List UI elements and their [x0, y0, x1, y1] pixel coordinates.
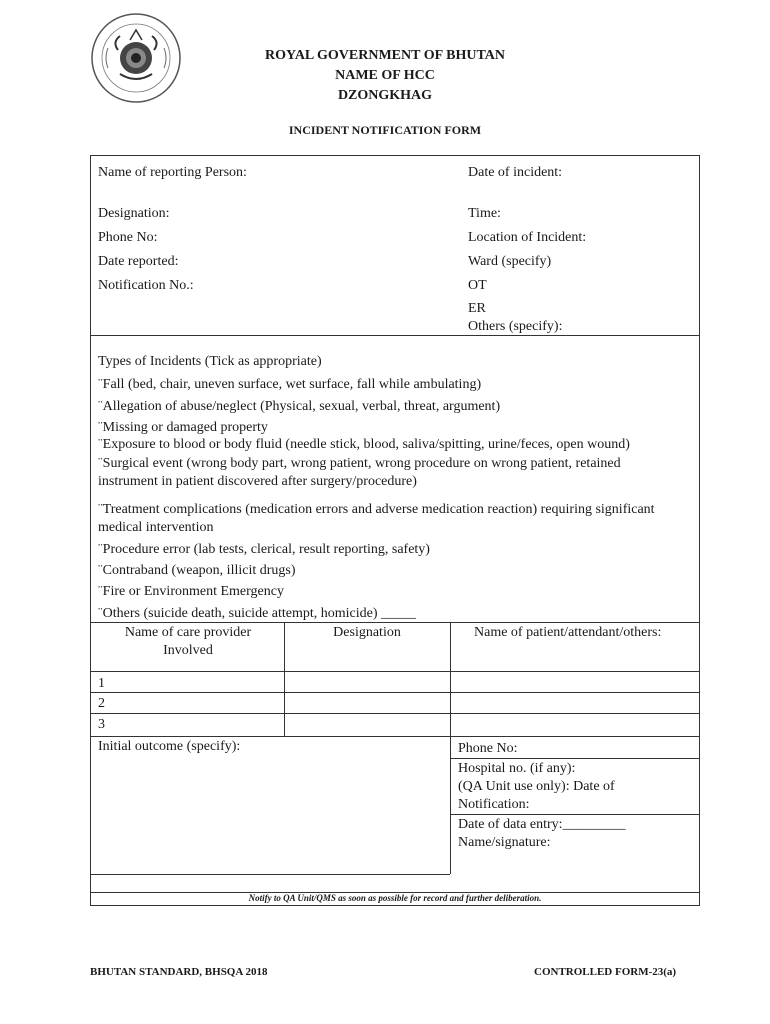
- outcome-divider: [450, 814, 700, 815]
- field-notification-no[interactable]: Notification No.:: [98, 278, 194, 293]
- incident-checkbox-fire[interactable]: ¨Fire or Environment Emergency: [98, 584, 284, 599]
- incident-checkbox-treatment[interactable]: ¨Treatment complications (medication errors and adverse medication reaction) requiring significant medical intervention: [98, 502, 655, 535]
- footer-standard: BHUTAN STANDARD, BHSQA 2018: [90, 966, 268, 978]
- footer-form-number: CONTROLLED FORM-23(a): [534, 966, 677, 978]
- table-row-number: 1: [98, 676, 105, 691]
- incident-checkbox-exposure[interactable]: ¨Exposure to blood or body fluid (needle stick, blood, saliva/spitting, urine/feces, open wound): [98, 437, 630, 452]
- field-reporting-person[interactable]: Name of reporting Person:: [98, 165, 247, 180]
- field-ot[interactable]: OT: [468, 278, 487, 293]
- table-row-border: [90, 671, 700, 672]
- field-outcome-phone[interactable]: Phone No:: [458, 741, 518, 756]
- table-col-divider-2: [450, 622, 451, 874]
- incident-checkbox-others[interactable]: ¨Others (suicide death, suicide attempt, homicide) _____: [98, 606, 417, 621]
- header-line-2: NAME OF HCC: [335, 68, 435, 83]
- field-date-reported[interactable]: Date reported:: [98, 254, 179, 269]
- incident-checkbox-property[interactable]: ¨Missing or damaged property: [98, 420, 268, 435]
- outcome-divider: [450, 758, 700, 759]
- header-line-3: DZONGKHAG: [337, 88, 433, 103]
- field-initial-outcome[interactable]: Initial outcome (specify):: [98, 739, 241, 754]
- table-row-number: 2: [98, 696, 105, 711]
- table-top-border: [90, 622, 700, 623]
- field-ward[interactable]: Ward (specify): [468, 254, 552, 269]
- notify-note: Notify to QA Unit/QMS as soon as possible for record and further deliberation.: [248, 893, 542, 903]
- table-row-number: 3: [98, 717, 105, 732]
- form-title: INCIDENT NOTIFICATION FORM: [288, 123, 482, 137]
- field-name-signature[interactable]: Name/signature:: [458, 835, 551, 850]
- incident-types-heading: Types of Incidents (Tick as appropriate): [98, 354, 322, 369]
- table-header-care-provider: Name of care provider Involved: [124, 625, 252, 658]
- incident-checkbox-contraband[interactable]: ¨Contraband (weapon, illicit drugs): [98, 563, 296, 578]
- table-header-designation: Designation: [333, 625, 401, 640]
- table-row-border: [90, 692, 700, 693]
- field-designation[interactable]: Designation:: [98, 206, 170, 221]
- field-er[interactable]: ER: [468, 301, 486, 316]
- header-line-1: ROYAL GOVERNMENT OF BHUTAN: [265, 48, 505, 63]
- table-bottom-border: [90, 736, 700, 737]
- incident-checkbox-abuse[interactable]: ¨Allegation of abuse/neglect (Physical, sexual, verbal, threat, argument): [98, 399, 501, 414]
- table-col-divider-1: [284, 622, 285, 736]
- table-header-patient: Name of patient/attendant/others:: [474, 625, 662, 640]
- field-phone[interactable]: Phone No:: [98, 230, 158, 245]
- field-hospital-no[interactable]: Hospital no. (if any):: [458, 761, 576, 776]
- incident-checkbox-procedure[interactable]: ¨Procedure error (lab tests, clerical, result reporting, safety): [98, 542, 430, 557]
- outcome-bottom-border: [90, 874, 450, 875]
- incident-checkbox-fall[interactable]: ¨Fall (bed, chair, uneven surface, wet surface, fall while ambulating): [98, 377, 482, 392]
- incident-checkbox-surgical[interactable]: ¨Surgical event (wrong body part, wrong patient, wrong procedure on wrong patient, retained instrument in patient discovered after surgery/procedure): [98, 456, 621, 489]
- field-date-of-incident[interactable]: Date of incident:: [468, 165, 563, 180]
- field-qa-notification-date[interactable]: (QA Unit use only): Date of Notification:: [458, 779, 615, 812]
- field-data-entry-date[interactable]: Date of data entry:_________: [458, 817, 626, 832]
- field-time[interactable]: Time:: [468, 206, 501, 221]
- divider-details: [90, 335, 700, 336]
- field-others[interactable]: Others (specify):: [468, 319, 563, 334]
- table-row-border: [90, 713, 700, 714]
- field-location[interactable]: Location of Incident:: [468, 230, 587, 245]
